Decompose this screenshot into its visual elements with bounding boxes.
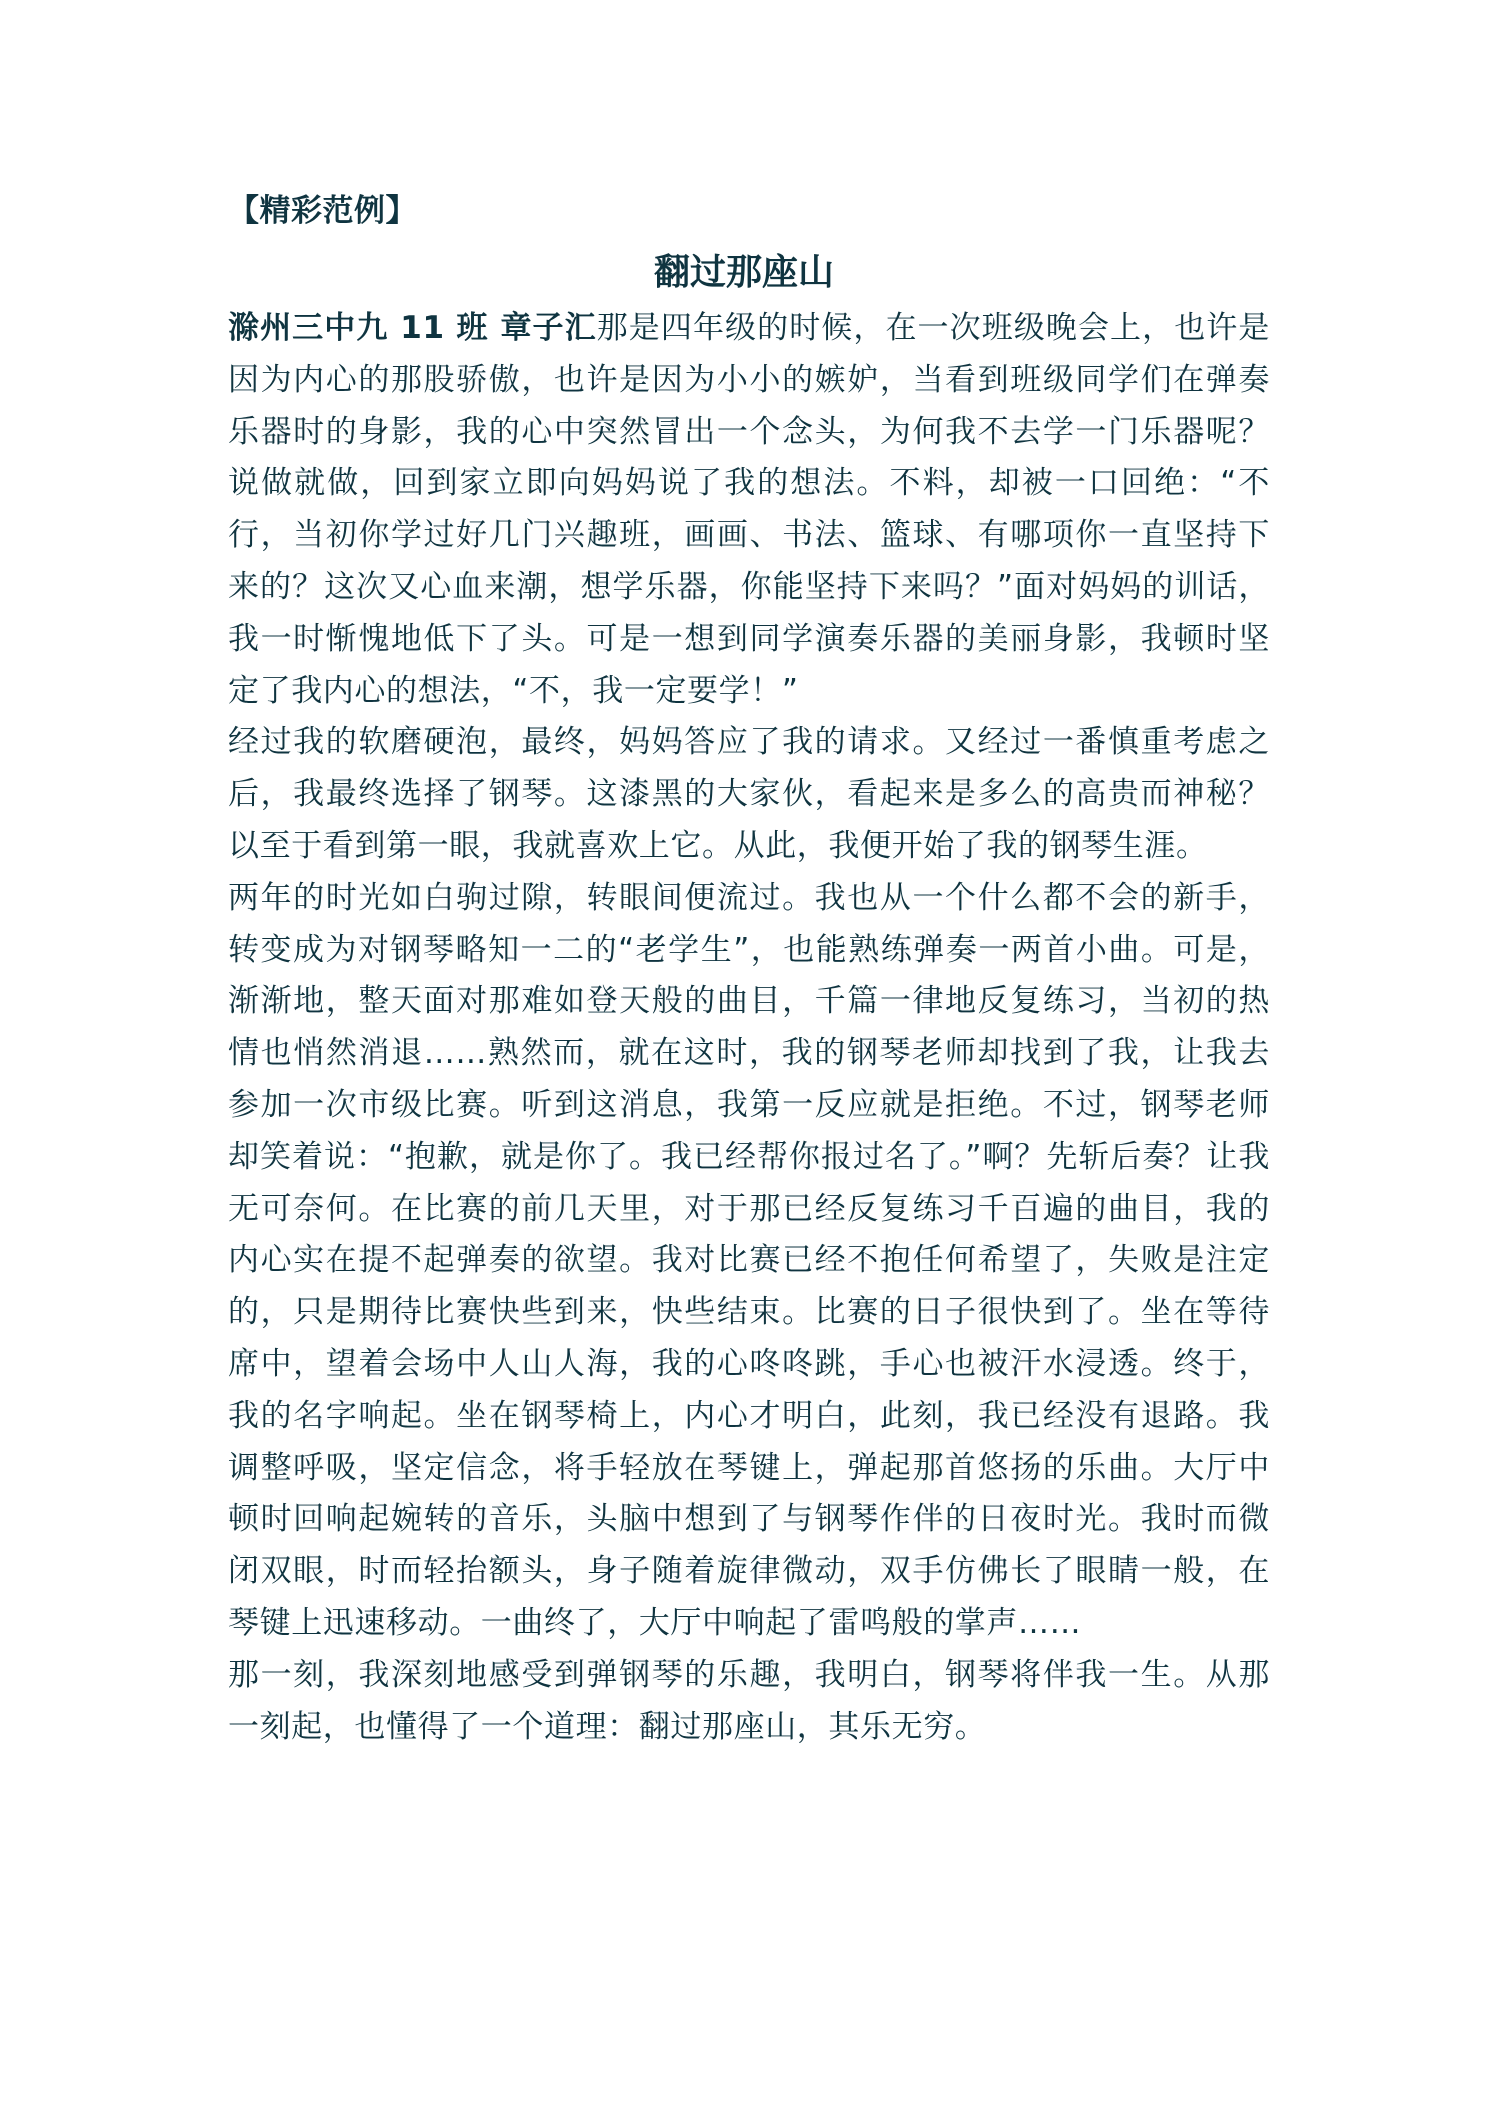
essay-paragraph-3: 两年的时光如白驹过隙，转眼间便流过。我也从一个什么都不会的新手，转变成为对钢琴略知一二的“老学生”，也能熟练弹奏一两首小曲。可是，渐渐地，整天面对那难如登天般的曲目，千篇一律地反复练习，当初的热情也悄然消退……熟然而，就在这时，我的钢琴老师却找到了我，让我去参加一次市级比赛。听到这消息，我第一反应就是拒绝。不过，钢琴老师却笑着说：“抱歉，就是你了。我已经帮你报过名了。”啊？先斩后奏？让我无可奈何。在比赛的前几天里，对于那已经反复练习千百遍的曲目，我的内心实在提不起弹奏的欲望。我对比赛已经不抱任何希望了，失败是注定的，只是期待比赛快些到来，快些结束。比赛的日子很快到了。坐在等待席中，望着会场中人山人海，我的心咚咚跳，手心也被汗水浸透。终于，我的名字响起。坐在钢琴椅上，内心才明白，此刻，我已经没有退路。我调整呼吸，坚定信念，将手轻放在琴键上，弹起那首悠扬的乐曲。大厅中顿时回响起婉转的音乐，头脑中想到了与钢琴作伴的日夜时光。我时而微闭双眼，时而轻抬额头，身子随着旋律微动，双手仿佛长了眼睛一般，在琴键上迅速移动。一曲终了，大厅中响起了雷鸣般的掌声…… [228, 879, 1270, 1641]
essay-paragraph-2: 经过我的软磨硬泡，最终，妈妈答应了我的请求。又经过一番慎重考虑之后，我最终选择了钢琴。这漆黑的大家伙，看起来是多么的高贵而神秘？以至于看到第一眼，我就喜欢上它。从此，我便开始了我的钢琴生涯。 [228, 724, 1270, 864]
essay-body [228, 303, 1270, 1753]
essay-paragraph-1 [228, 303, 1270, 717]
essay-title: 翻过那座山 [653, 252, 834, 293]
section-label: 【精彩范例】 [228, 193, 417, 229]
paragraph-text: 那是四年级的时候，在一次班级晚会上，也许是因为内心的那股骄傲，也许是因为小小的嫉妒，当看到班级同学们在弹奏乐器时的身影，我的心中突然冒出一个念头，为何我不去学一门乐器呢？说做就做，回到家立即向妈妈说了我的想法。不料，却被一口回绝：“不行，当初你学过好几门兴趣班，画画、书法、篮球、有哪项你一直坚持下来的？这次又心血来潮，想学乐器，你能坚持下来吗？”面对妈妈的训话，我一时惭愧地低下了头。可是一想到同学演奏乐器的美丽身影，我顿时坚定了我内心的想法，“不，我一定要学！” [228, 310, 1270, 709]
author-byline: 滁州三中九 11 班 章子汇 [228, 310, 597, 346]
essay-paragraph-4: 那一刻，我深刻地感受到弹钢琴的乐趣，我明白，钢琴将伴我一生。从那一刻起，也懂得了一个道理：翻过那座山，其乐无穷。 [228, 1656, 1270, 1745]
